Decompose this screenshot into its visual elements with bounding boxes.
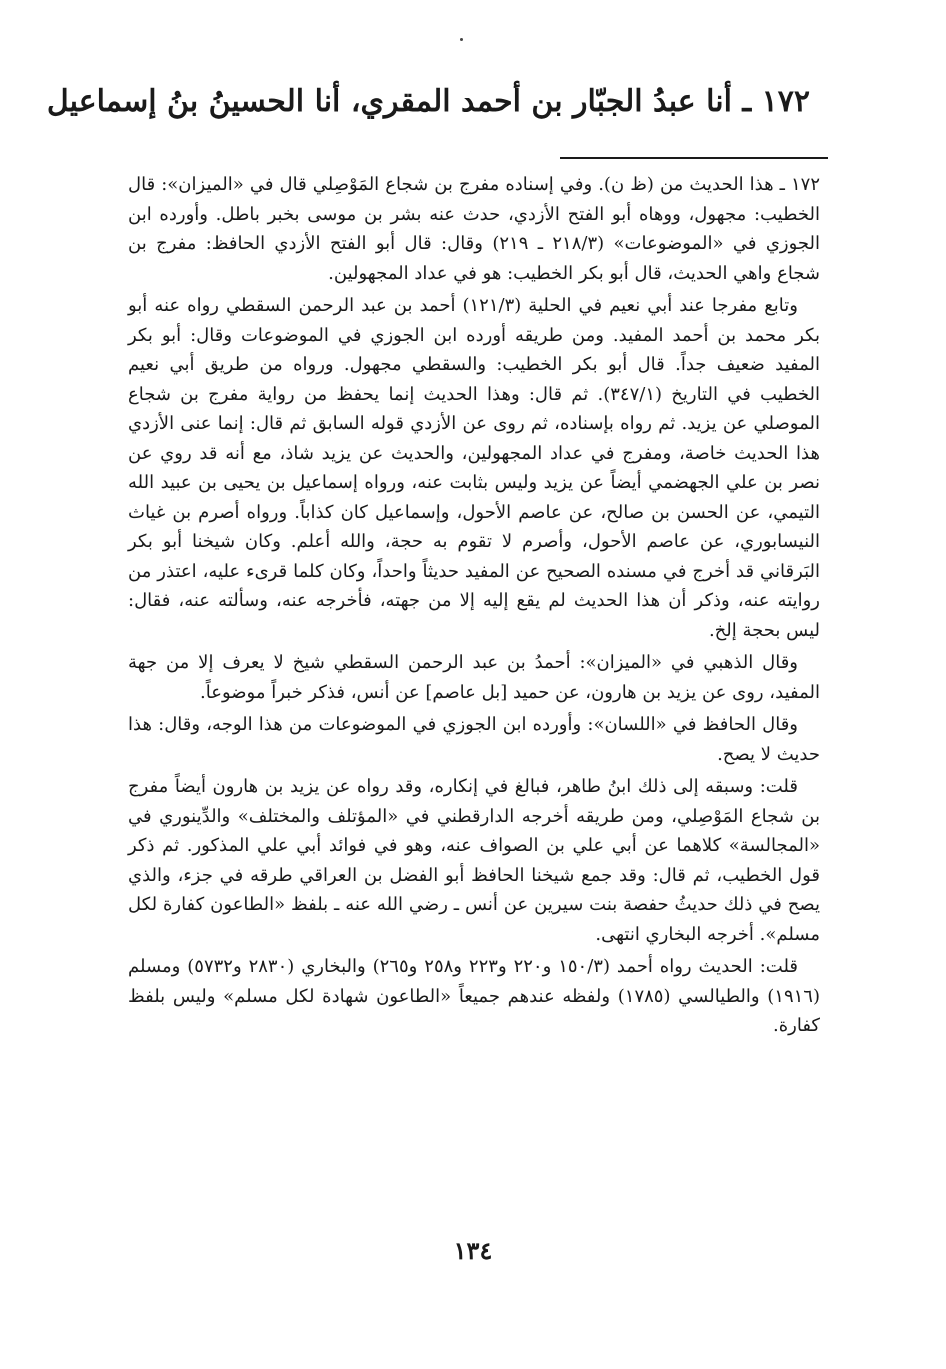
footnote-paragraph: وقال الحافظ في «اللسان»: وأورده ابن الجوزي في الموضوعات من هذا الوجه، وقال: هذا حديث لا يصح.	[128, 714, 820, 765]
footnote-paragraph: ١٧٢ ـ هذا الحديث من (ظ ن). وفي إسناده مفرج بن شجاع المَوْصِلي قال في «الميزان»: قال الخطيب: مجهول، ووهاه أبو الفتح الأزدي، حدث عنه بشر بن موسى بخبر باطل. وأورده ابن الجوزي في «الموضوعات» (٢١٨/٣ ـ ٢١٩) وقال: قال أبو الفتح الأزدي الحافظ: مفرج بن شجاع واهي الحديث، قال أبو بكر الخطيب: هو في عداد المجهولين.	[128, 174, 821, 284]
footnote-paragraph: وقال الذهبي في «الميزان»: أحمدُ بن عبد الرحمن السقطي شيخ لا يعرف إلا من جهة المفيد، روى عن يزيد بن هارون، عن حميد [بل عاصم] عن أنس، فذكر خبراً موضوعاً.	[128, 652, 820, 703]
footnote-paragraph: وتابع مفرجا عند أبي نعيم في الحلية (١٢١/٣) أحمد بن عبد الرحمن السقطي رواه عنه أبو بكر محمد بن أحمد المفيد. ومن طريقه أورده ابن الجوزي في الموضوعات وقال: أبو بكر المفيد ضعيف جداً. قال أبو بكر الخطيب: والسقطي مجهول. ورواه من طريق أبي نعيم الخطيب في التاريخ (٣٤٧/١). ثم قال: وهذا الحديث إنما يحفظ من رواية مفرج بن شجاع الموصلي عن يزيد. ثم رواه بإسناده، ثم روى عن الأزدي قوله السابق ثم قال: إنما عنى الأزدي هذا الحديث خاصة، ومفرج في عداد المجهولين، والحديث عن يزيد شاذ، مع أنه قد روي عن نصر بن علي الجهضمي أيضاً عن يزيد وليس بثابت عنه، ورواه إسماعيل بن يحيى بن عبيد الله التيمي، عن الحسن بن صالح، عن عاصم الأحول، وإسماعيل كان كذاباً. ورواه أصرم بن غياث النيسابوري، عن عاصم الأحول، وأصرم لا تقوم به حجة، والله أعلم. وكان شيخنا أبو بكر البَرقاني قد أخرج في مسنده الصحيح عن المفيد حديثاً واحداً، وكان كلما قرىء عليه، اعتذر من روايته عنه، وذكر أن هذا الحديث لم يقع إليه إلا من جهته، فأخرجه عنه، وسألته عنه، فقال: ليس بحجة إلخ.	[128, 295, 820, 641]
footnotes	[128, 170, 820, 1044]
footnote-separator	[560, 157, 828, 159]
footnote-paragraph: قلت: الحديث رواه أحمد (١٥٠/٣ و٢٢٠ و٢٢٣ و٢٥٨ و٢٦٥) والبخاري (٢٨٣٠ و٥٧٣٢) ومسلم (١٩١٦) والطيالسي (١٧٨٥) ولفظه عندهم جميعاً «الطاعون شهادة لكل مسلم» وليس بلفظ كفارة.	[128, 956, 820, 1036]
scan-speck	[460, 38, 463, 41]
footnote-paragraph: قلت: وسبقه إلى ذلك ابنُ طاهر، فبالغ في إنكاره، وقد رواه عن يزيد بن هارون أيضاً مفرج بن شجاع المَوْصِلي، ومن طريقه أخرجه الدارقطني في «المؤتلف والمختلف» والدِّينوري في «المجالسة» كلاهما عن أبي علي بن الصواف عنه، وهو في فوائد أبي علي المذكور. ثم ذكر قول الخطيب، ثم قال: وقد جمع شيخنا الحافظ أبو الفضل بن العراقي طرقه في جزء، والذي يصح في ذلك حديثُ حفصة بنت سيرين عن أنس ـ رضي الله عنه ـ بلفظ «الطاعون كفارة لكل مسلم». أخرجه البخاري انتهى.	[128, 776, 820, 945]
page-number: ١٣٤	[453, 1236, 493, 1265]
hadith-text: ١٧٢ ـ أنا عبدُ الجبّار بن أحمد المقري، أنا الحسينُ بنُ إسماعيل	[46, 84, 810, 119]
